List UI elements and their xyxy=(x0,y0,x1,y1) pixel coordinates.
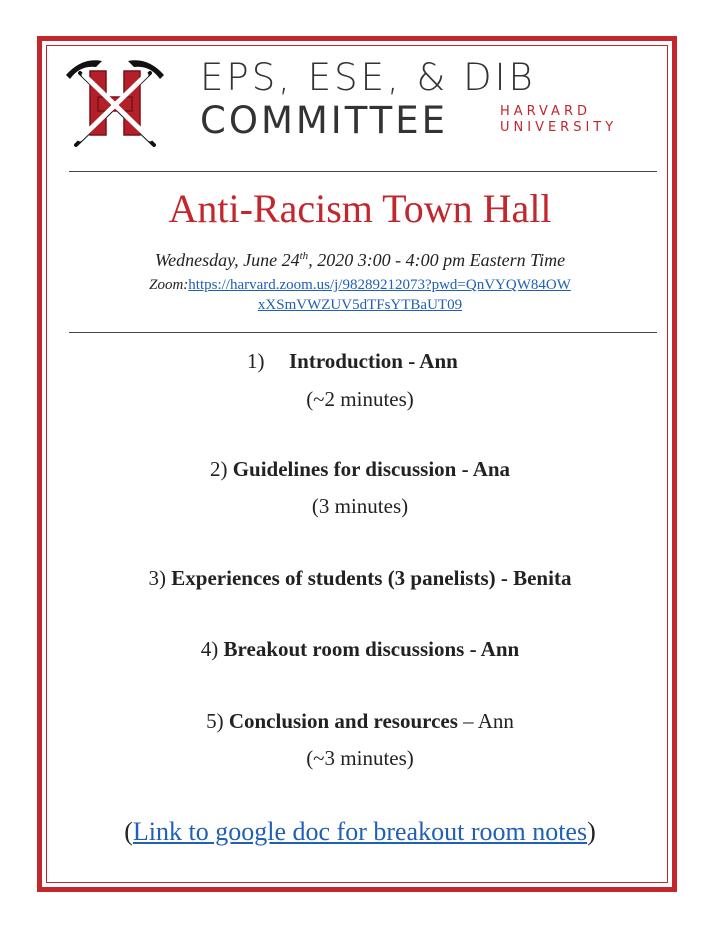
agenda-item-1 xyxy=(247,348,458,374)
agenda-item-1-title: Introduction - Ann xyxy=(289,349,458,373)
zoom-label: Zoom: xyxy=(149,277,189,293)
agenda-item-4-title: Breakout room discussions - Ann xyxy=(223,637,520,661)
agenda-item-5 xyxy=(0,708,720,734)
header-divider xyxy=(69,171,657,172)
agenda-item-1-number: 1) xyxy=(247,349,265,373)
agenda-item-3 xyxy=(0,565,720,591)
zoom-link-line1[interactable]: https://harvard.zoom.us/j/98289212073?pwd=QnVYQW84OW xyxy=(188,277,571,293)
agenda-item-1-duration: (~2 minutes) xyxy=(306,387,414,411)
agenda-item-2 xyxy=(0,456,720,482)
committee-logo-icon xyxy=(62,55,168,151)
footer-open-paren: ( xyxy=(124,817,133,846)
zoom-link-line2[interactable]: xXSmVWZUV5dTFsYTBaUT09 xyxy=(257,297,463,313)
agenda-item-3-title: Experiences of students (3 panelists) - Benita xyxy=(171,566,572,590)
agenda-item-2-number: 2) xyxy=(209,457,228,481)
agenda-item-4-number: 4) xyxy=(200,637,219,661)
zoom-info xyxy=(0,275,720,315)
event-date-suffix: , 2020 3:00 - 4:00 pm Eastern Time xyxy=(308,250,566,270)
footer-close-paren: ) xyxy=(587,817,596,846)
university-line1: HARVARD xyxy=(500,104,591,119)
agenda-item-4 xyxy=(0,636,720,662)
agenda-item-3-number: 3) xyxy=(148,566,167,590)
agenda-item-5-title: Conclusion and resources xyxy=(228,709,458,733)
org-title-line1: EPS, ESE, & DIB xyxy=(200,56,536,99)
agenda-divider xyxy=(69,332,657,333)
agenda-item-5-number: 5) xyxy=(206,709,224,733)
agenda-item-5-duration: (~3 minutes) xyxy=(306,746,414,770)
event-date-prefix: Wednesday, June 24 xyxy=(154,250,300,270)
agenda-item-2-duration: (3 minutes) xyxy=(311,494,409,518)
university-line2: UNIVERSITY xyxy=(500,120,618,135)
event-date xyxy=(0,245,720,271)
agenda-item-2-title: Guidelines for discussion - Ana xyxy=(232,457,511,481)
breakout-notes-footer xyxy=(0,816,720,848)
university-name xyxy=(500,104,617,136)
event-title: Anti-Racism Town Hall xyxy=(168,186,552,231)
breakout-notes-link[interactable]: Link to google doc for breakout room notes xyxy=(132,817,588,846)
agenda-item-5-presenter: – Ann xyxy=(463,709,514,733)
event-date-sup: th xyxy=(299,250,309,262)
org-title-line2: COMMITTEE xyxy=(200,99,449,142)
